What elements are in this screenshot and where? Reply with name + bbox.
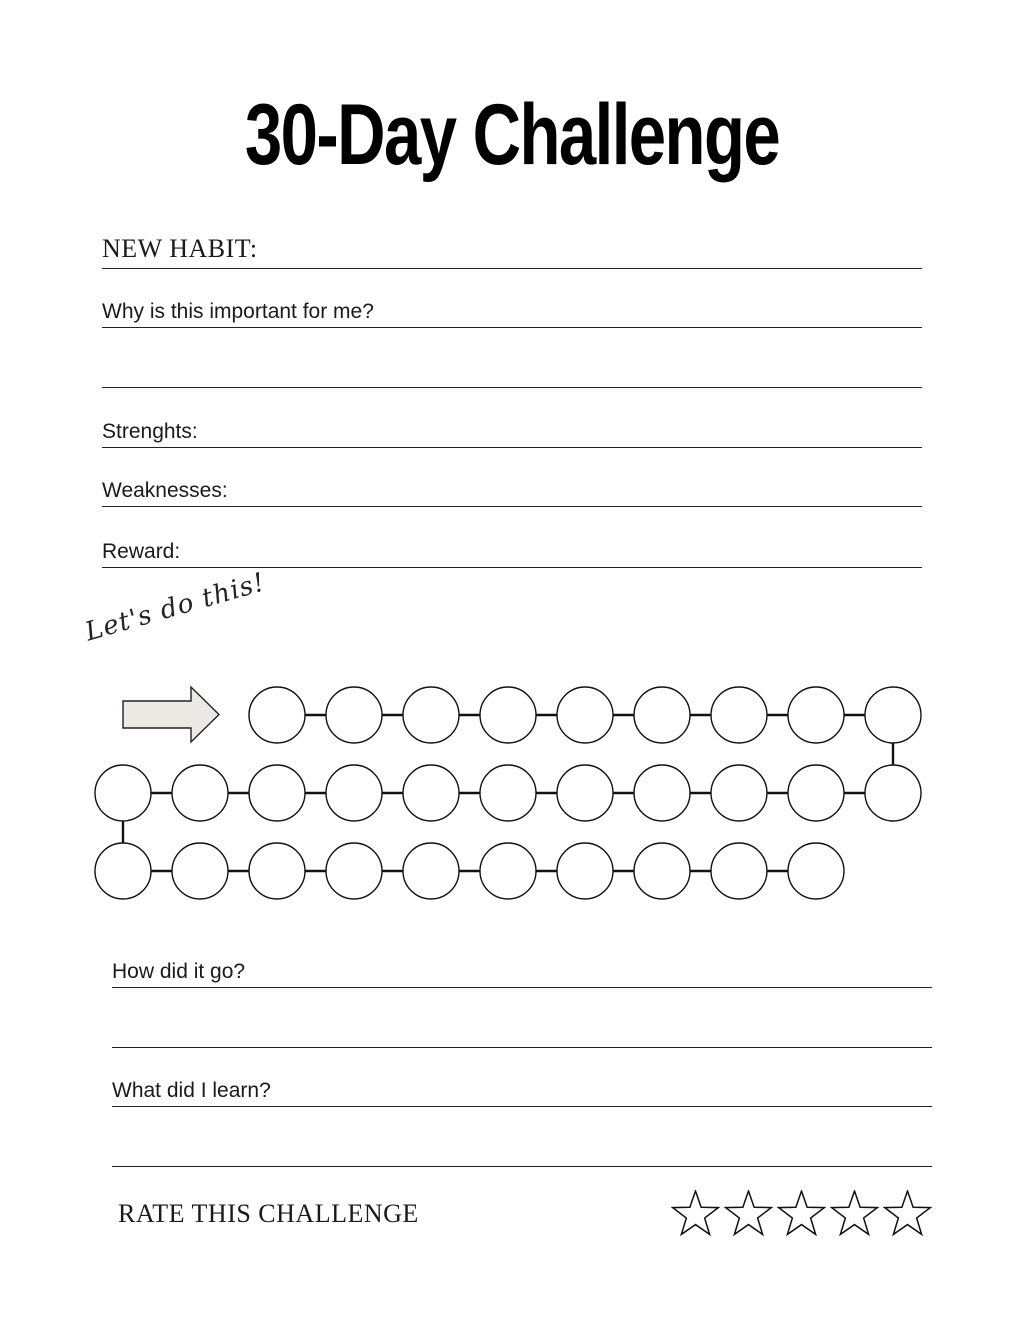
day-circle[interactable] [788, 843, 844, 899]
day-circle[interactable] [249, 765, 305, 821]
day-circle[interactable] [711, 687, 767, 743]
day-circle[interactable] [865, 765, 921, 821]
why-important-label: Why is this important for me? [102, 300, 374, 323]
day-circle[interactable] [788, 687, 844, 743]
day-circle[interactable] [249, 687, 305, 743]
day-circle[interactable] [403, 765, 459, 821]
star-icon[interactable] [776, 1190, 827, 1238]
new-habit-label: NEW HABIT: [102, 234, 258, 263]
start-arrow-icon [123, 687, 219, 742]
day-circle[interactable] [711, 765, 767, 821]
day-circle[interactable] [403, 687, 459, 743]
day-circle[interactable] [172, 765, 228, 821]
day-circle[interactable] [634, 843, 690, 899]
day-circle[interactable] [557, 765, 613, 821]
day-circle[interactable] [865, 687, 921, 743]
what-did-i-learn-line-2[interactable] [112, 1166, 932, 1167]
day-circle[interactable] [326, 687, 382, 743]
day-circle[interactable] [95, 843, 151, 899]
day-circle[interactable] [788, 765, 844, 821]
day-circle[interactable] [634, 765, 690, 821]
day-circle[interactable] [480, 843, 536, 899]
day-circle[interactable] [403, 843, 459, 899]
day-circle[interactable] [480, 765, 536, 821]
day-circle[interactable] [326, 765, 382, 821]
how-did-it-go-line-2[interactable] [112, 1047, 932, 1048]
how-did-it-go-line[interactable] [112, 987, 932, 988]
what-did-i-learn-label: What did I learn? [112, 1079, 271, 1102]
day-circle[interactable] [480, 687, 536, 743]
day-circle[interactable] [326, 843, 382, 899]
what-did-i-learn-line[interactable] [112, 1106, 932, 1107]
day-circles [95, 687, 921, 899]
how-did-it-go-label: How did it go? [112, 960, 246, 983]
day-circle[interactable] [557, 687, 613, 743]
star-icon[interactable] [882, 1190, 933, 1238]
rate-challenge-label: RATE THIS CHALLENGE [118, 1199, 419, 1228]
page-title: 30-Day Challenge [244, 87, 780, 183]
day-circle[interactable] [249, 843, 305, 899]
star-icon[interactable] [829, 1190, 880, 1238]
reward-label: Reward: [102, 540, 181, 563]
star-rating[interactable] [670, 1190, 933, 1238]
day-circle[interactable] [711, 843, 767, 899]
star-icon[interactable] [670, 1190, 721, 1238]
star-icon[interactable] [723, 1190, 774, 1238]
weaknesses-label: Weaknesses: [102, 479, 228, 502]
strengths-label: Strenghts: [102, 420, 198, 443]
tagline-script: Let's do this! [81, 567, 269, 648]
day-circle[interactable] [172, 843, 228, 899]
day-circle[interactable] [95, 765, 151, 821]
day-circle[interactable] [557, 843, 613, 899]
day-circle[interactable] [634, 687, 690, 743]
